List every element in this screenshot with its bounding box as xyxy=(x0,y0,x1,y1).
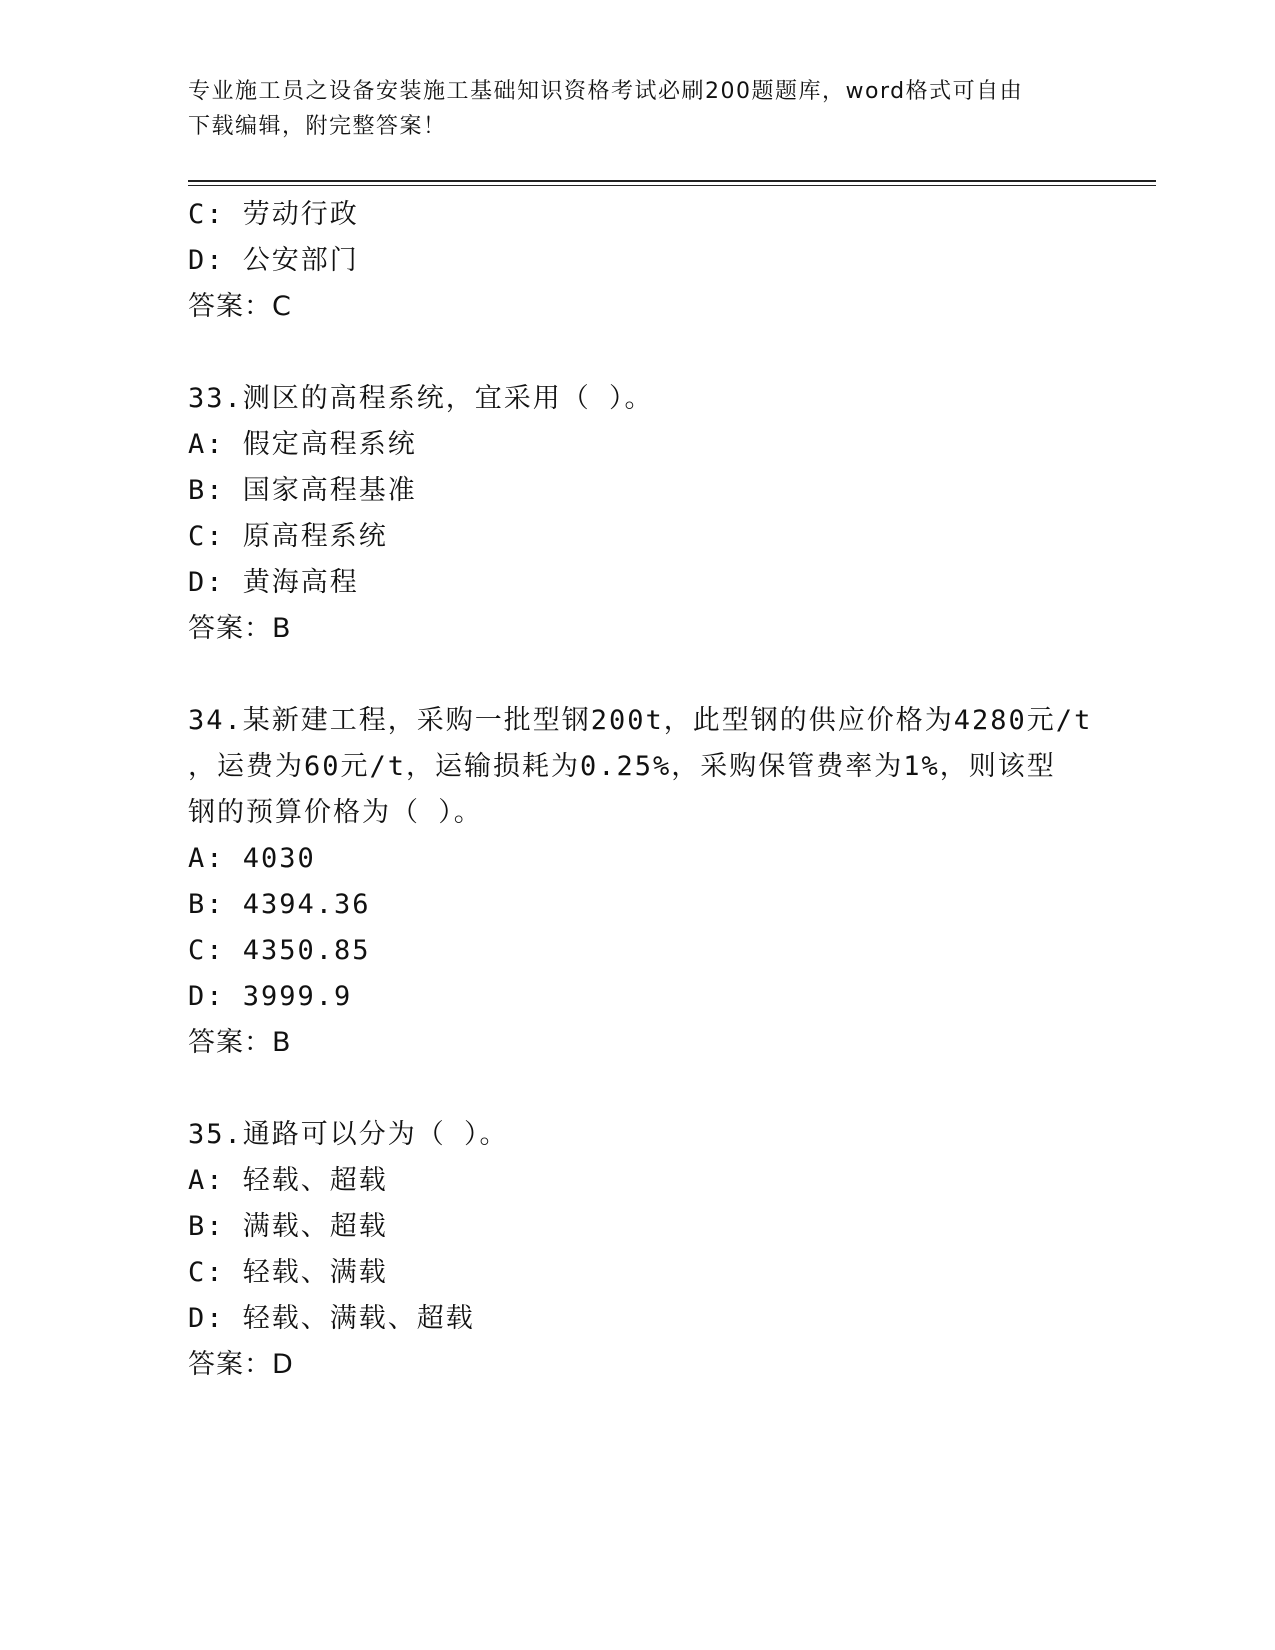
question-stem: ，运费为60元/t，运输损耗为0.25%，采购保管费率为1%，则该型 xyxy=(188,751,1056,782)
document-header xyxy=(188,74,1068,144)
answer-line: 答案：B xyxy=(188,613,292,644)
option-d: D: 公安部门 xyxy=(188,245,359,276)
header-divider-thin xyxy=(188,185,1156,186)
answer-line: 答案：C xyxy=(188,291,292,322)
option-d: D: 3999.9 xyxy=(188,981,353,1012)
option-b: B: 4394.36 xyxy=(188,889,371,920)
option-c: C: 轻载、满载 xyxy=(188,1257,388,1288)
spacer xyxy=(188,1066,1088,1112)
header-line-1: 专业施工员之设备安装施工基础知识资格考试必刷200题题库，word格式可自由 xyxy=(188,79,1024,104)
question-33 xyxy=(188,376,1088,652)
option-a: A: 4030 xyxy=(188,843,316,874)
question-stem: 34.某新建工程，采购一批型钢200t，此型钢的供应价格为4280元/t xyxy=(188,705,1093,736)
option-a: A: 轻载、超载 xyxy=(188,1165,388,1196)
header-line-2: 下载编辑，附完整答案！ xyxy=(188,114,447,139)
question-stem: 33.测区的高程系统，宜采用（ ）。 xyxy=(188,383,654,414)
spacer xyxy=(188,330,1088,376)
option-b: B: 满载、超载 xyxy=(188,1211,388,1242)
question-content xyxy=(188,192,1093,1388)
question-stem: 钢的预算价格为（ ）。 xyxy=(188,797,483,828)
question-stem: 35.通路可以分为（ ）。 xyxy=(188,1119,509,1150)
header-divider-thick xyxy=(188,180,1156,182)
spacer xyxy=(188,652,1088,698)
option-b: B: 国家高程基准 xyxy=(188,475,417,506)
question-32-continuation xyxy=(188,192,1088,330)
question-35 xyxy=(188,1112,1088,1388)
question-34 xyxy=(188,698,1093,1066)
answer-line: 答案：B xyxy=(188,1027,292,1058)
option-c: C: 4350.85 xyxy=(188,935,371,966)
option-d: D: 黄海高程 xyxy=(188,567,359,598)
option-c: C: 劳动行政 xyxy=(188,199,359,230)
answer-line: 答案：D xyxy=(188,1349,294,1380)
option-a: A: 假定高程系统 xyxy=(188,429,417,460)
option-c: C: 原高程系统 xyxy=(188,521,388,552)
option-d: D: 轻载、满载、超载 xyxy=(188,1303,475,1334)
